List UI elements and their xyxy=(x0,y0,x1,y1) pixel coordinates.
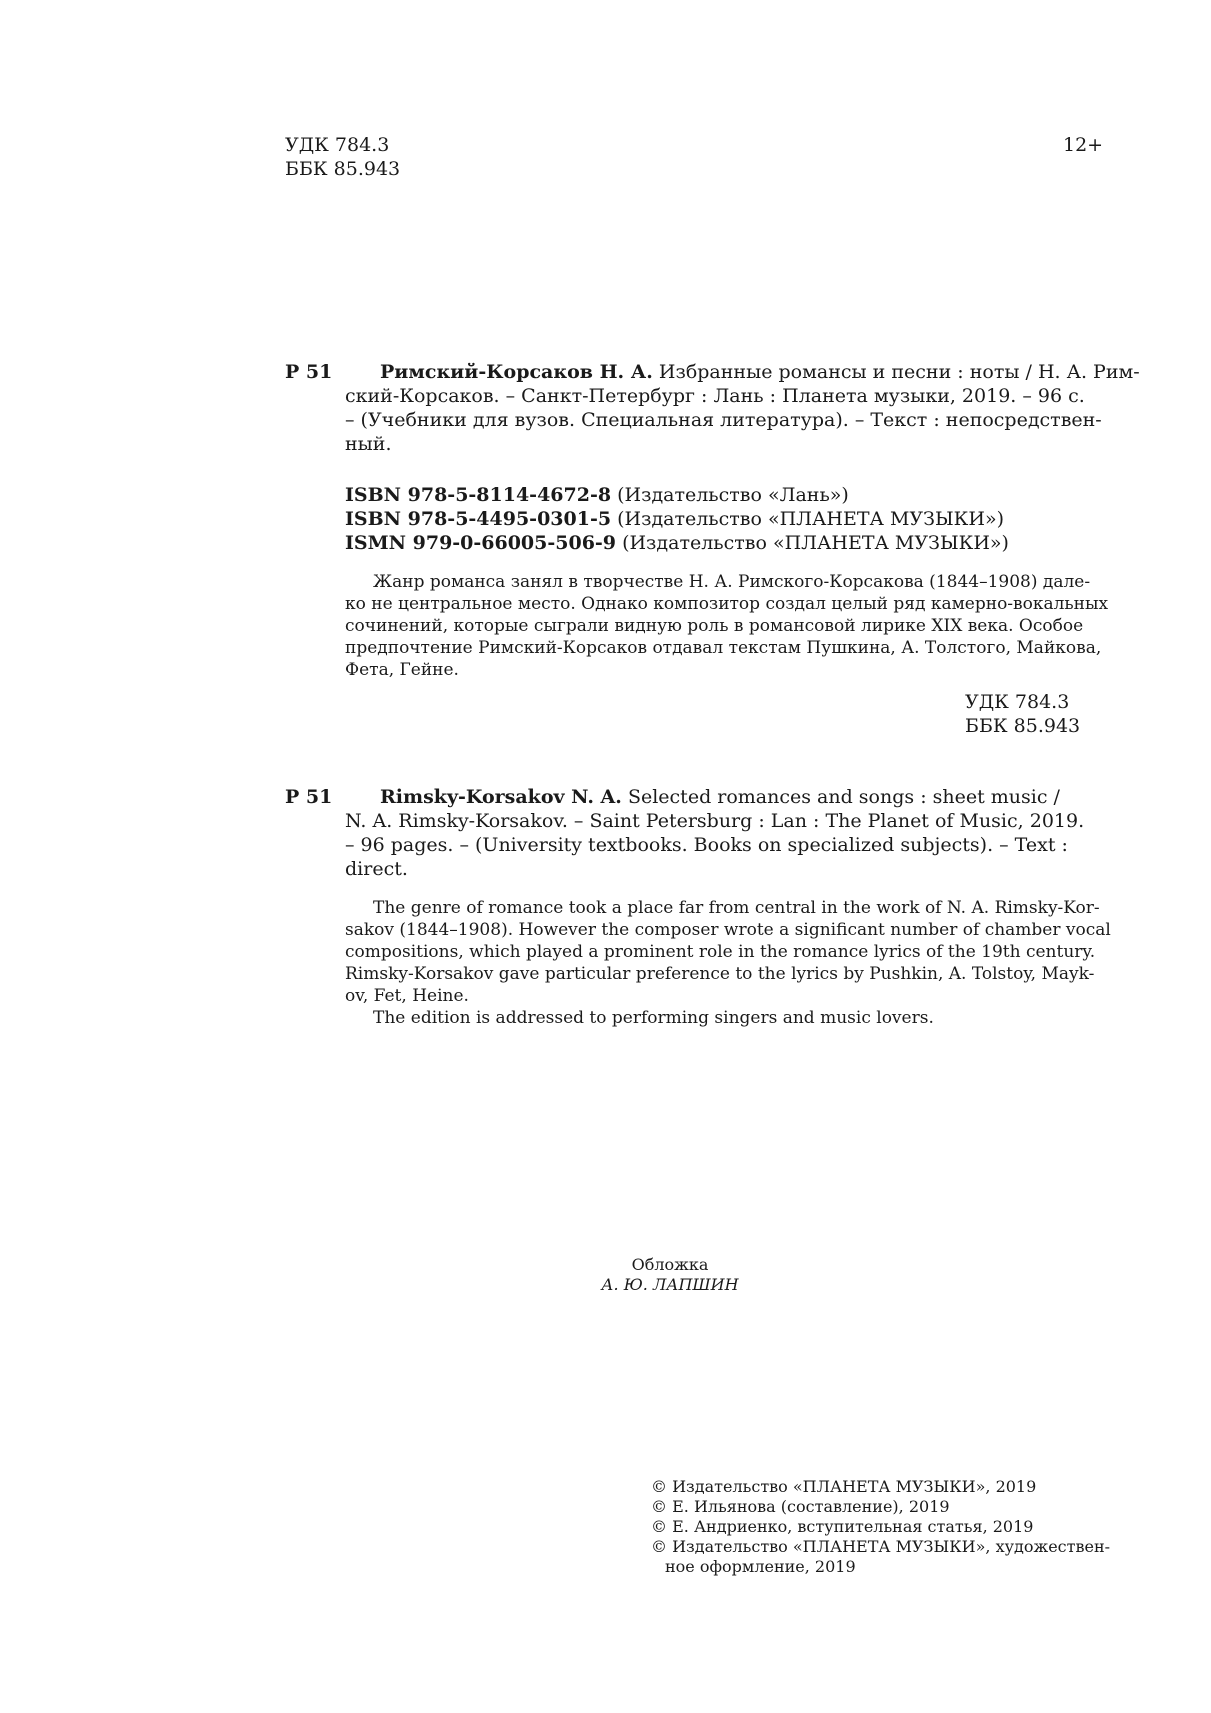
en-desc-line-2: N. A. Rimsky-Korsakov. – Saint Petersburg : Lan : The Planet of Music, 2019. xyxy=(345,810,1085,832)
en-entry-code: Р 51 xyxy=(285,786,333,808)
ru-entry-description xyxy=(345,360,1140,456)
cover-label: Обложка xyxy=(631,1255,709,1274)
copyright-line: © Е. Ильянова (составление), 2019 xyxy=(651,1497,950,1516)
en-abstract-line: Rimsky-Korsakov gave particular preference to the lyrics by Pushkin, A. Tolstoy, Mayk- xyxy=(345,964,1095,984)
isbn-item xyxy=(345,507,1009,531)
header-classification xyxy=(285,133,400,181)
copyright-block xyxy=(651,1477,1111,1577)
isbn-publisher: (Издательство «ПЛАНЕТА МУЗЫКИ») xyxy=(611,508,1004,530)
en-abstract-line: sakov (1844–1908). However the composer wrote a significant number of chamber vocal xyxy=(345,920,1111,940)
ru-abstract-line: ко не центральное место. Однако композитор создал целый ряд камерно-вокальных xyxy=(345,594,1109,614)
copyright-line: © Издательство «ПЛАНЕТА МУЗЫКИ», 2019 xyxy=(651,1477,1037,1496)
ru-bbk: ББК 85.943 xyxy=(965,715,1081,737)
header-udk: УДК 784.3 xyxy=(285,134,390,156)
copyright-line: © Издательство «ПЛАНЕТА МУЗЫКИ», художествен- xyxy=(651,1537,1111,1556)
copyright-line: © Е. Андриенко, вступительная статья, 2019 xyxy=(651,1517,1034,1536)
ismn-item xyxy=(345,531,1009,555)
ru-desc-line-3: – (Учебники для вузов. Специальная литература). – Текст : непосредствен- xyxy=(345,409,1102,431)
en-entry-author: Rimsky-Korsakov N. A. xyxy=(380,786,622,808)
ru-abstract-line: сочинений, которые сыграли видную роль в романсовой лирике XIX века. Особое xyxy=(345,616,1084,636)
cover-artist: А. Ю. ЛАПШИН xyxy=(601,1275,739,1294)
en-abstract xyxy=(345,897,1111,1029)
ru-abstract xyxy=(345,571,1109,681)
ismn-id: ISMN 979-0-66005-506-9 xyxy=(345,532,617,554)
ru-entry-code: Р 51 xyxy=(285,361,333,383)
ismn-publisher: (Издательство «ПЛАНЕТА МУЗЫКИ») xyxy=(616,532,1009,554)
en-abstract-line: compositions, which played a prominent role in the romance lyrics of the 19th century. xyxy=(345,942,1096,962)
header-bbk: ББК 85.943 xyxy=(285,158,401,180)
age-rating: 12+ xyxy=(1063,134,1104,156)
ru-desc-line-4: ный. xyxy=(345,433,392,455)
copyright-line: ное оформление, 2019 xyxy=(665,1557,856,1576)
ru-abstract-line: предпочтение Римский-Корсаков отдавал текстам Пушкина, А. Толстого, Майкова, xyxy=(345,638,1102,658)
en-entry-description xyxy=(345,785,1100,881)
ru-entry-author: Римский-Корсаков Н. А. xyxy=(380,361,653,383)
en-desc-line-3: – 96 pages. – (University textbooks. Books on specialized subjects). – Text : xyxy=(345,834,1068,856)
ru-desc-line-1: Избранные романсы и песни : ноты / Н. А. Рим- xyxy=(652,361,1140,383)
en-desc-line-4: direct. xyxy=(345,858,408,880)
ru-udk: УДК 784.3 xyxy=(965,691,1070,713)
isbn-list xyxy=(345,483,1009,555)
ru-classification xyxy=(965,690,1080,738)
ru-abstract-line: Фета, Гейне. xyxy=(345,660,459,680)
en-audience-note: The edition is addressed to performing singers and music lovers. xyxy=(373,1008,934,1028)
en-desc-line-1: Selected romances and songs : sheet music / xyxy=(621,786,1060,808)
isbn-id: ISBN 978-5-4495-0301-5 xyxy=(345,508,612,530)
isbn-item xyxy=(345,483,1009,507)
cover-credit xyxy=(560,1255,780,1295)
en-abstract-line: The genre of romance took a place far from central in the work of N. A. Rimsky-Kor- xyxy=(373,898,1100,918)
isbn-id: ISBN 978-5-8114-4672-8 xyxy=(345,484,612,506)
isbn-publisher: (Издательство «Лань») xyxy=(611,484,849,506)
ru-desc-line-2: ский-Корсаков. – Санкт-Петербург : Лань : Планета музыки, 2019. – 96 с. xyxy=(345,385,1085,407)
ru-abstract-line: Жанр романса занял в творчестве Н. А. Римского-Корсакова (1844–1908) дале- xyxy=(373,572,1091,592)
en-abstract-line: ov, Fet, Heine. xyxy=(345,986,469,1006)
